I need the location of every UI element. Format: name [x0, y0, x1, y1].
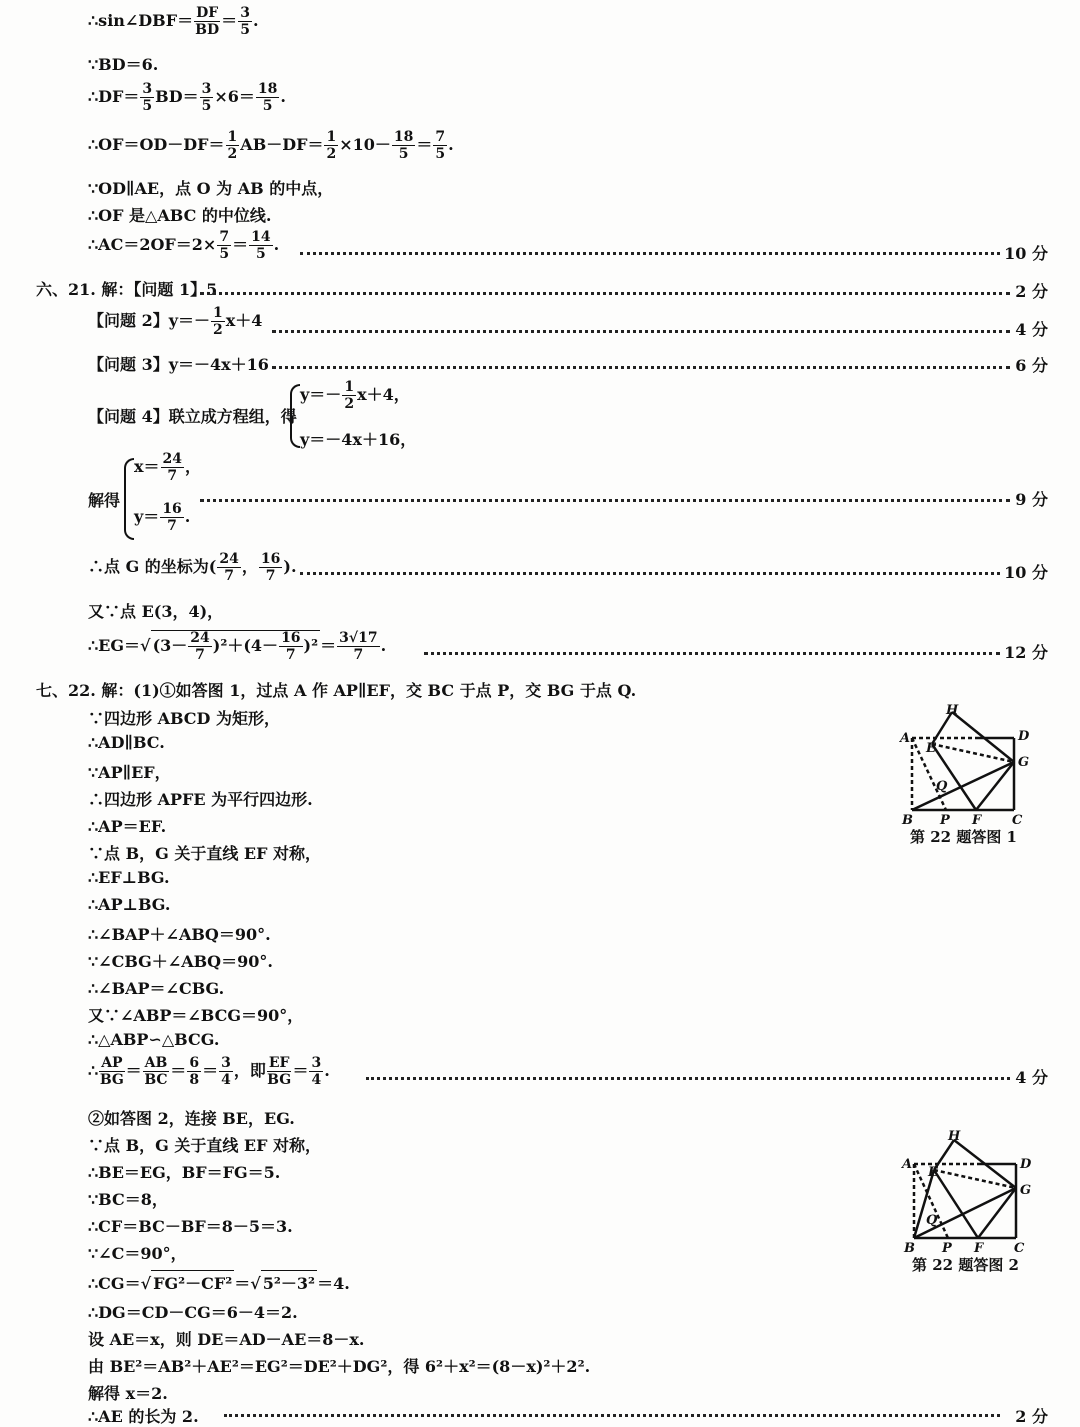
proof-line: ∴DG＝CD－CG＝6－4＝2.	[88, 1303, 298, 1322]
eg-length: ∴EG＝√ (3－ $\frac{24}{7}$ )²＋(4－ $\frac{16}{7}$ )² ＝ $\frac{3√17}{7}$ .	[88, 630, 387, 663]
dot-leader	[200, 499, 1010, 502]
proof-line: ∴CF＝BC－BF＝8－5＝3.	[88, 1217, 293, 1236]
score: 10 分	[1004, 563, 1048, 582]
proof-line: ∴△ABP∽△BCG.	[88, 1030, 220, 1049]
solve-label: 解得	[88, 491, 121, 510]
proof-line: ∵BC＝8，	[88, 1190, 168, 1209]
line-bd: ∵BD＝6.	[88, 55, 159, 74]
label-c: C	[1014, 1241, 1025, 1256]
label-a: A	[900, 731, 911, 746]
label-e: E	[928, 1165, 938, 1180]
label-h: H	[948, 1129, 961, 1144]
label-g: G	[1018, 755, 1030, 770]
q21-problem4: 【问题 4】联立成方程组，得	[88, 407, 297, 426]
proof-line: ∴EF⊥BG.	[88, 868, 170, 887]
score: 12 分	[1004, 643, 1048, 662]
label-h: H	[946, 703, 959, 718]
proof-line: ∴四边形 APFE 为平行四边形.	[88, 790, 313, 809]
dot-leader	[272, 330, 1010, 333]
dot-leader	[272, 366, 1010, 369]
proof-line: ∴∠BAP＋∠ABQ＝90°.	[88, 925, 271, 944]
dot-leader	[300, 252, 1000, 255]
cg-line: ∴CG＝√ FG²－CF² ＝√ 5²－3² ＝4.	[88, 1270, 350, 1294]
line-od-ae: ∵OD∥AE，点 O 为 AB 的中点，	[88, 179, 334, 198]
ratio-line: ∴ $\frac{AP}{BG}$ ＝ $\frac{AB}{BC}$ ＝ $\frac{6}{8}$ ＝ $\frac{3}{4}$ ，即 $\frac{EF}{BG}$ ＝ $\frac{3}{4}$ .	[88, 1055, 330, 1088]
line-ac: ∴AC＝2OF＝2× $\frac{7}{5}$ ＝ $\frac{14}{5}$ .	[88, 229, 280, 262]
q22-header: 七、22. 解：(1)①如答图 1，过点 A 作 AP∥EF，交 BC 于点 P，交 BG 于点 Q.	[36, 681, 637, 700]
label-q: Q	[936, 779, 948, 794]
figure-1-diagram	[896, 700, 1042, 830]
label-b: B	[904, 1241, 915, 1256]
proof-line: 又∵∠ABP＝∠BCG＝90°，	[88, 1006, 304, 1025]
label-f: F	[974, 1241, 984, 1256]
label-b: B	[902, 813, 913, 828]
label-g: G	[1020, 1183, 1032, 1198]
figure-1-caption: 第 22 题答图 1	[910, 828, 1017, 846]
score: 2 分	[1015, 282, 1048, 301]
q21-problem2: 【问题 2】y＝－ $\frac{1}{2}$ x＋4	[88, 305, 263, 338]
proof-line: ∵∠CBG＋∠ABQ＝90°.	[88, 952, 273, 971]
proof-line: ∴AE 的长为 2.	[88, 1407, 199, 1426]
label-a: A	[902, 1157, 913, 1172]
proof-line: 设 AE＝x，则 DE＝AD－AE＝8－x.	[88, 1330, 365, 1349]
score: 4 分	[1015, 1068, 1048, 1087]
label-f: F	[972, 813, 982, 828]
q21-problem3: 【问题 3】y＝－4x＋16	[88, 355, 269, 374]
brace	[290, 384, 300, 448]
figure-2-caption: 第 22 题答图 2	[912, 1256, 1019, 1274]
proof-line: ∴BE＝EG，BF＝FG＝5.	[88, 1163, 281, 1182]
point-g: ∴点 G 的坐标为( $\frac{24}{7}$ ， $\frac{16}{7}$ ).	[88, 551, 297, 584]
brace	[124, 458, 134, 540]
label-d: D	[1018, 729, 1030, 744]
score: 4 分	[1015, 320, 1048, 339]
dot-leader	[424, 652, 1000, 655]
proof-line: 由 BE²＝AB²＋AE²＝EG²＝DE²＋DG²，得 6²＋x²＝(8－x)²＋2².	[88, 1357, 591, 1376]
score: 10 分	[1004, 244, 1048, 263]
line-sin: ∴sin∠DBF＝ $\frac{DF}{BD}$ ＝ $\frac{3}{5}$ .	[88, 5, 259, 38]
proof-line: 解得 x＝2.	[88, 1384, 168, 1403]
label-d: D	[1020, 1157, 1032, 1172]
solution-y: y＝ $\frac{16}{7}$ .	[134, 501, 191, 534]
proof-line: ∵点 B，G 关于直线 EF 对称，	[88, 844, 322, 863]
label-q: Q	[926, 1213, 938, 1228]
equation-1: y＝－ $\frac{1}{2}$ x＋4，	[300, 379, 410, 412]
dot-leader	[366, 1077, 1010, 1080]
q21-header: 六、21. 解：【问题 1】5	[36, 280, 218, 299]
label-p: P	[940, 813, 950, 828]
dot-leader	[300, 572, 1000, 575]
point-e: 又∵点 E(3，4)，	[88, 602, 224, 621]
proof-line: ∵点 B，G 关于直线 EF 对称，	[88, 1136, 322, 1155]
line-of: ∴OF＝OD－DF＝ $\frac{1}{2}$ AB－DF＝ $\frac{1}{2}$ ×10－ $\frac{18}{5}$ ＝ $\frac{7}{5}$ .	[88, 129, 454, 162]
proof-line: ∴∠BAP＝∠CBG.	[88, 979, 225, 998]
dot-leader	[224, 1414, 1000, 1417]
solution-x: x＝ $\frac{24}{7}$ ，	[134, 451, 202, 484]
proof-line: ∴AD∥BC.	[88, 733, 165, 752]
line-df: ∴DF＝ $\frac{3}{5}$ BD＝ $\frac{3}{5}$ ×6＝ $\frac{18}{5}$ .	[88, 81, 286, 114]
label-p: P	[942, 1241, 952, 1256]
proof-line: ②如答图 2，连接 BE，EG.	[88, 1109, 295, 1128]
dot-leader	[200, 292, 1010, 295]
score: 9 分	[1015, 490, 1048, 509]
line-midline: ∴OF 是△ABC 的中位线.	[88, 206, 272, 225]
score: 6 分	[1015, 356, 1048, 375]
label-c: C	[1012, 813, 1023, 828]
proof-line: ∴AP⊥BG.	[88, 895, 171, 914]
proof-line: ∴AP＝EF.	[88, 817, 167, 836]
equation-2: y＝－4x＋16，	[300, 430, 417, 449]
proof-line: ∵四边形 ABCD 为矩形，	[88, 709, 280, 728]
label-e: E	[926, 741, 936, 756]
proof-line: ∵∠C＝90°，	[88, 1244, 187, 1263]
figure-2-diagram	[896, 1126, 1042, 1256]
score: 2 分	[1015, 1407, 1048, 1426]
proof-line: ∵AP∥EF，	[88, 763, 171, 782]
